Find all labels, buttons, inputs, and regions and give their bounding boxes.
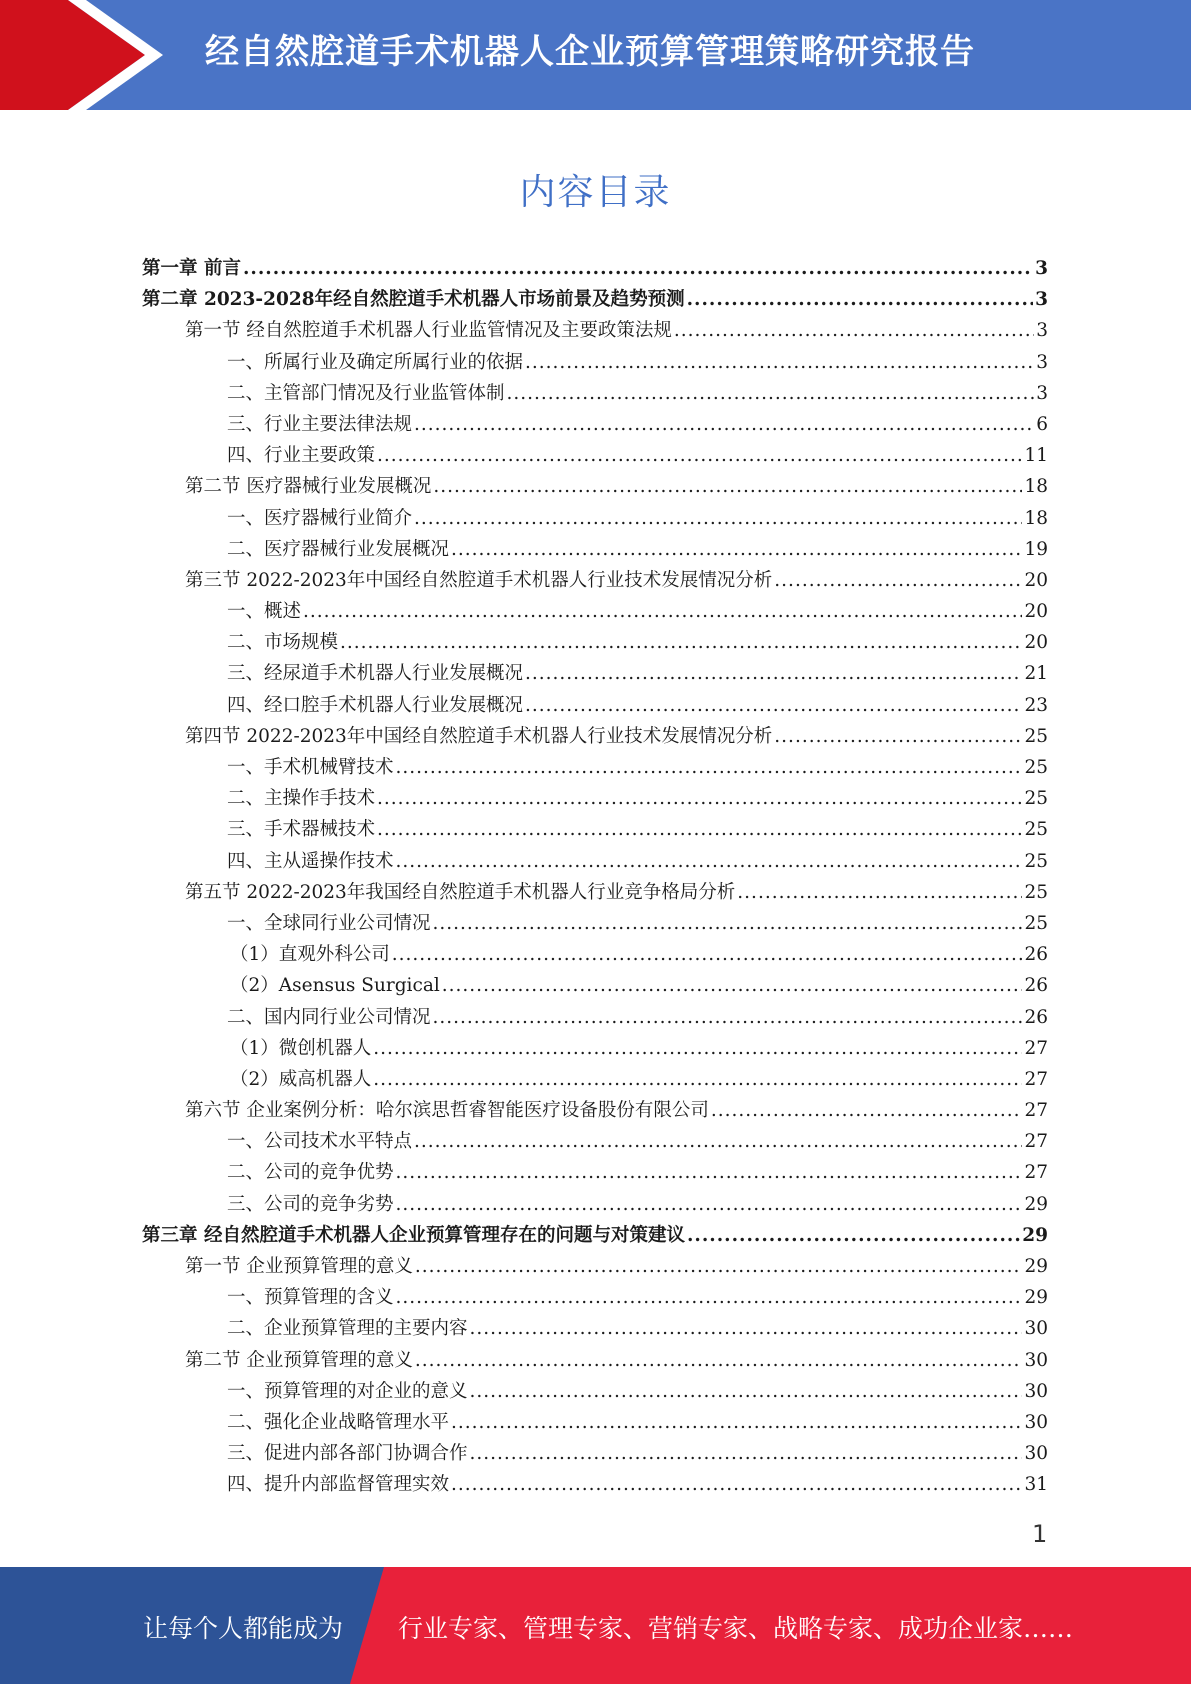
toc-entry-page: 26 <box>1024 1006 1048 1028</box>
toc-entry[interactable] <box>142 534 1048 565</box>
toc-entry[interactable] <box>142 440 1048 471</box>
toc-entry-page: 3 <box>1035 289 1048 311</box>
toc-entry-page: 27 <box>1024 1131 1048 1153</box>
toc-entry[interactable] <box>142 347 1048 378</box>
toc-entry-page: 25 <box>1024 850 1048 872</box>
toc-entry-title: 一、预算管理的含义 <box>227 1287 394 1309</box>
toc-dot-leader <box>687 1220 1020 1251</box>
toc-entry[interactable] <box>142 1064 1048 1095</box>
toc-entry-page: 20 <box>1024 569 1048 591</box>
toc-dot-leader <box>396 846 1023 877</box>
toc-dot-leader <box>396 752 1023 783</box>
toc-entry[interactable] <box>142 846 1048 877</box>
toc-entry[interactable] <box>142 752 1048 783</box>
toc-entry-page: 29 <box>1022 1224 1048 1246</box>
toc-entry-title: 二、医疗器械行业发展概况 <box>227 538 450 560</box>
toc-dot-leader <box>470 1438 1023 1469</box>
toc-entry-page: 21 <box>1024 663 1048 685</box>
toc-entry-page: 18 <box>1024 507 1048 529</box>
toc-entry-title: 二、强化企业战略管理水平 <box>227 1411 450 1433</box>
footer-slogan-right: 行业专家、管理专家、营销专家、战略专家、成功企业家…… <box>398 1614 1074 1643</box>
toc-dot-leader <box>377 783 1022 814</box>
toc-dot-leader <box>433 1002 1023 1033</box>
toc-entry-title: 第二节 医疗器械行业发展概况 <box>185 476 432 498</box>
toc-entry-title: 二、市场规模 <box>227 632 339 654</box>
toc-entry-page: 30 <box>1024 1380 1048 1402</box>
toc-entry-page: 26 <box>1024 975 1048 997</box>
toc-entry-title: 第六节 企业案例分析：哈尔滨思哲睿智能医疗设备股份有限公司 <box>185 1100 709 1122</box>
toc-entry-title: 二、主管部门情况及行业监管体制 <box>227 382 505 404</box>
toc-dot-leader <box>674 315 1034 346</box>
toc-entry[interactable] <box>142 1407 1048 1438</box>
toc-entry[interactable] <box>142 1126 1048 1157</box>
toc-entry[interactable] <box>142 503 1048 534</box>
toc-dot-leader <box>414 409 1034 440</box>
toc-entry-page: 26 <box>1024 944 1048 966</box>
toc-entry-title: 一、手术机械臂技术 <box>227 757 394 778</box>
toc-entry[interactable] <box>142 627 1048 658</box>
toc-entry-page: 3 <box>1036 382 1048 404</box>
toc-dot-leader <box>415 1251 1023 1282</box>
toc-entry-title: 一、所属行业及确定所属行业的依据 <box>227 351 524 373</box>
toc-dot-leader <box>507 378 1035 409</box>
toc-entry-title: 第五节 2022-2023年我国经自然腔道手术机器人行业竞争格局分析 <box>185 881 736 903</box>
toc-entry-title: 第一节 企业预算管理的意义 <box>185 1256 413 1277</box>
toc-entry-page: 3 <box>1036 351 1048 373</box>
toc-dot-leader <box>433 908 1023 939</box>
toc-entry-title: 二、主操作手技术 <box>227 788 376 810</box>
toc-entry[interactable] <box>142 1002 1048 1033</box>
toc-entry[interactable] <box>142 814 1048 845</box>
toc-entry-page: 27 <box>1024 1068 1048 1090</box>
toc-entry-title: 第二节 企业预算管理的意义 <box>185 1349 413 1371</box>
toc-entry-page: 30 <box>1024 1318 1048 1340</box>
toc-entry-page: 19 <box>1024 538 1048 560</box>
toc-entry[interactable] <box>142 690 1048 721</box>
toc-dot-leader <box>340 627 1022 658</box>
toc-dot-leader <box>243 253 1033 284</box>
toc-dot-leader <box>525 347 1034 378</box>
toc-entry-page: 20 <box>1024 601 1048 623</box>
toc-entry-title: 第三节 2022-2023年中国经自然腔道手术机器人行业技术发展情况分析 <box>185 569 773 591</box>
toc-entry[interactable] <box>142 1189 1048 1220</box>
toc-entry-page: 27 <box>1024 1037 1048 1059</box>
toc-entry[interactable] <box>142 658 1048 689</box>
toc-entry[interactable] <box>142 315 1048 346</box>
toc-entry-title: 第一章 前言 <box>142 258 241 279</box>
toc-entry-title: （1）直观外科公司 <box>230 944 390 966</box>
toc-entry-page: 27 <box>1024 1162 1048 1184</box>
toc-dot-leader <box>373 1064 1022 1095</box>
toc-entry[interactable] <box>142 1033 1048 1064</box>
toc-dot-leader <box>525 690 1022 721</box>
toc-dot-leader <box>396 1189 1023 1220</box>
toc-dot-leader <box>451 1407 1022 1438</box>
toc-entry[interactable] <box>142 970 1048 1001</box>
toc-entry[interactable] <box>142 1345 1048 1376</box>
toc-entry-title: 三、手术器械技术 <box>227 819 376 841</box>
toc-entry-page: 25 <box>1024 912 1048 934</box>
toc-entry-title: 第三章 经自然腔道手术机器人企业预算管理存在的问题与对策建议 <box>142 1224 685 1246</box>
toc-dot-leader <box>396 1157 1023 1188</box>
toc-dot-leader <box>392 939 1023 970</box>
toc-entry-title: 四、行业主要政策 <box>227 445 376 467</box>
toc-entry[interactable] <box>142 1469 1048 1500</box>
toc-entry-page: 29 <box>1024 1287 1048 1309</box>
toc-entry[interactable] <box>142 471 1048 502</box>
toc-dot-leader <box>373 1033 1022 1064</box>
toc-entry[interactable] <box>142 409 1048 440</box>
toc-dot-leader <box>415 1345 1023 1376</box>
toc-heading: 内容目录 <box>519 172 672 213</box>
toc-entry[interactable] <box>142 877 1048 908</box>
toc-entry[interactable] <box>142 721 1048 752</box>
toc-entry-title: 三、经尿道手术机器人行业发展概况 <box>227 663 524 685</box>
toc-entry-page: 23 <box>1024 694 1048 716</box>
toc-dot-leader <box>525 658 1022 689</box>
toc-dot-leader <box>774 565 1022 596</box>
toc-entry[interactable] <box>142 1438 1048 1469</box>
toc-dot-leader <box>433 471 1022 502</box>
toc-entry-title: （2）Asensus Surgical <box>230 975 440 997</box>
toc-entry-title: 三、行业主要法律法规 <box>227 413 413 435</box>
toc-entry-title: （1）微创机器人 <box>230 1037 372 1059</box>
toc-entry-title: 一、医疗器械行业简介 <box>227 507 413 529</box>
footer-slogan-left: 让每个人都能成为 <box>143 1614 344 1643</box>
toc-dot-leader <box>470 1313 1023 1344</box>
page-header <box>0 0 1191 110</box>
toc-entry[interactable] <box>142 1157 1048 1188</box>
toc-entry-title: 一、公司技术水平特点 <box>227 1131 413 1153</box>
toc-entry-page: 30 <box>1024 1443 1048 1465</box>
toc-entry-page: 30 <box>1024 1411 1048 1433</box>
toc-entry-title: 一、全球同行业公司情况 <box>227 912 431 934</box>
toc-entry-page: 11 <box>1024 445 1048 467</box>
toc-dot-leader <box>774 721 1022 752</box>
toc-entry-title: 第二章 2023-2028年经自然腔道手术机器人市场前景及趋势预测 <box>142 289 685 311</box>
toc-entry[interactable] <box>142 1220 1048 1251</box>
page-footer <box>0 1567 1191 1684</box>
toc-entry[interactable] <box>142 1282 1048 1313</box>
toc-entry-page: 25 <box>1024 881 1048 903</box>
toc-entry-page: 18 <box>1024 476 1048 498</box>
toc-dot-leader <box>451 534 1022 565</box>
toc-entry-page: 25 <box>1024 788 1048 810</box>
toc-entry[interactable] <box>142 253 1048 284</box>
toc-entry-title: 二、国内同行业公司情况 <box>227 1006 431 1028</box>
toc-dot-leader <box>442 970 1023 1001</box>
toc-entry-title: 四、提升内部监督管理实效 <box>227 1474 450 1496</box>
toc-entry-title: 四、主从遥操作技术 <box>227 850 394 872</box>
toc-entry-title: 三、公司的竞争劣势 <box>227 1193 394 1215</box>
toc-entry[interactable] <box>142 284 1048 315</box>
toc-dot-leader <box>687 284 1034 315</box>
toc-entry-page: 6 <box>1036 413 1048 435</box>
toc-entry[interactable] <box>142 939 1048 970</box>
toc-entry-title: 第四节 2022-2023年中国经自然腔道手术机器人行业技术发展情况分析 <box>185 725 773 747</box>
toc-entry-page: 3 <box>1036 320 1048 342</box>
toc-entry[interactable] <box>142 596 1048 627</box>
toc-entry-page: 25 <box>1024 725 1048 747</box>
toc-entry-page: 30 <box>1024 1349 1048 1371</box>
toc-entry[interactable] <box>142 783 1048 814</box>
toc-entry-title: 二、公司的竞争优势 <box>227 1162 394 1184</box>
toc-entry-page: 25 <box>1024 757 1048 778</box>
toc-dot-leader <box>451 1469 1022 1500</box>
toc-dot-leader <box>303 596 1022 627</box>
toc-dot-leader <box>737 877 1022 908</box>
toc-dot-leader <box>396 1282 1023 1313</box>
toc-entry-title: 二、企业预算管理的主要内容 <box>227 1318 468 1340</box>
toc-entry[interactable] <box>142 565 1048 596</box>
toc-dot-leader <box>470 1376 1023 1407</box>
toc-entry-title: 第一节 经自然腔道手术机器人行业监管情况及主要政策法规 <box>185 320 672 342</box>
toc-entry[interactable] <box>142 908 1048 939</box>
toc-entry-page: 31 <box>1024 1474 1048 1496</box>
toc-entry[interactable] <box>142 1251 1048 1282</box>
toc-entry-title: （2）威高机器人 <box>230 1068 372 1090</box>
toc-entry-page: 20 <box>1024 632 1048 654</box>
toc-entry[interactable] <box>142 1313 1048 1344</box>
toc-entry-page: 29 <box>1024 1256 1048 1277</box>
toc-dot-leader <box>377 440 1022 471</box>
table-of-contents <box>142 253 1048 1501</box>
toc-entry-title: 一、概述 <box>227 601 302 623</box>
toc-dot-leader <box>711 1095 1023 1126</box>
toc-entry[interactable] <box>142 378 1048 409</box>
toc-entry-title: 三、促进内部各部门协调合作 <box>227 1443 468 1465</box>
report-title: 经自然腔道手术机器人企业预算管理策略研究报告 <box>205 32 975 72</box>
toc-entry-title: 一、预算管理的对企业的意义 <box>227 1380 468 1402</box>
toc-entry-title: 四、经口腔手术机器人行业发展概况 <box>227 694 524 716</box>
page-number: 1 <box>1032 1520 1048 1548</box>
toc-entry[interactable] <box>142 1376 1048 1407</box>
toc-entry-page: 27 <box>1024 1100 1048 1122</box>
toc-dot-leader <box>377 814 1022 845</box>
toc-entry-page: 3 <box>1035 258 1048 279</box>
toc-entry[interactable] <box>142 1095 1048 1126</box>
toc-dot-leader <box>414 503 1022 534</box>
toc-entry-page: 25 <box>1024 819 1048 841</box>
toc-dot-leader <box>414 1126 1022 1157</box>
toc-entry-page: 29 <box>1024 1193 1048 1215</box>
